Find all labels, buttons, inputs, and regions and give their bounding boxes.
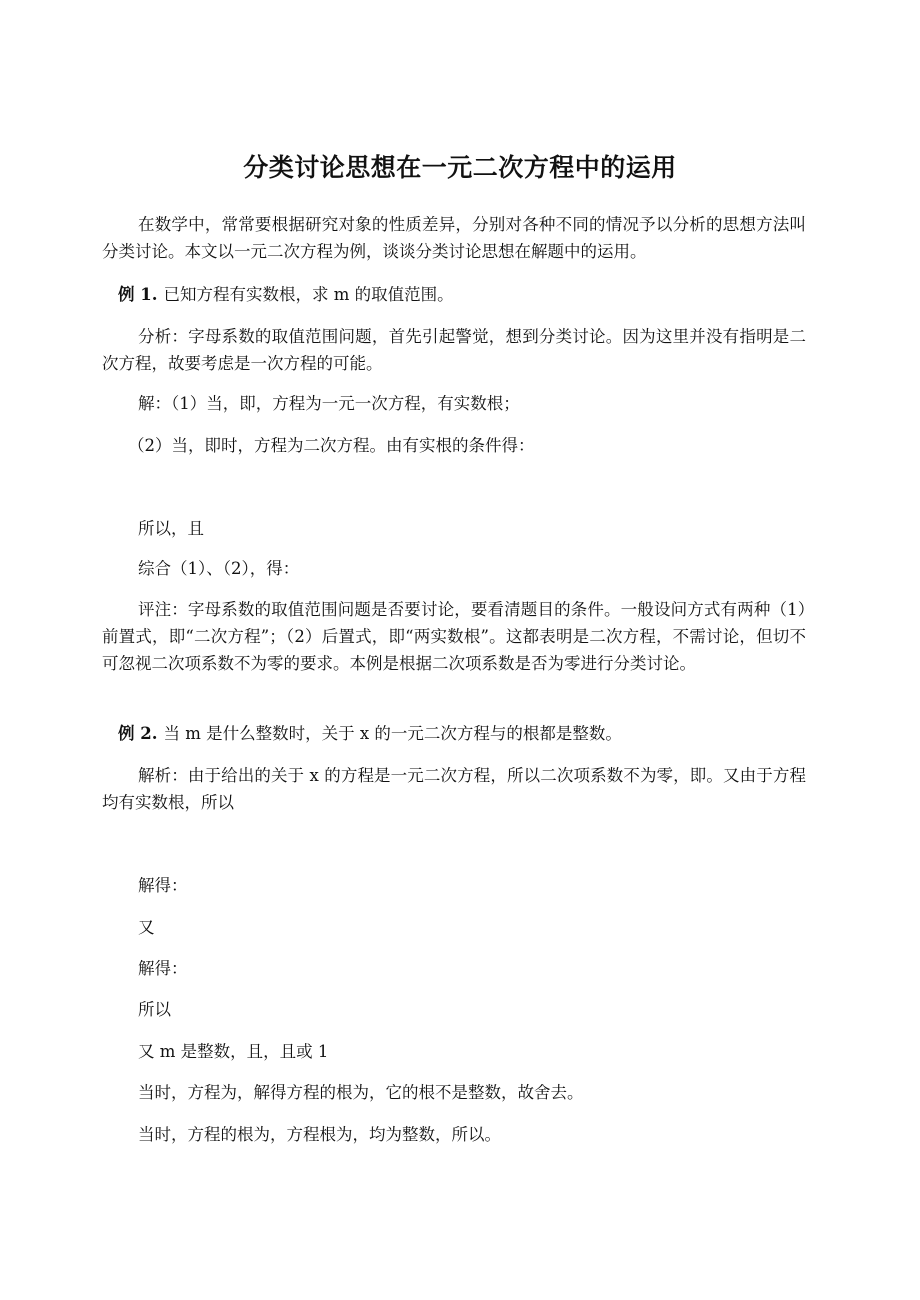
example-2-step-3: 解得：: [138, 959, 188, 978]
example-2-step-4: 所以: [138, 1000, 171, 1019]
example-1-result-2: 综合（1）、（2），得：: [138, 559, 300, 578]
intro-paragraph: 在数学中，常常要根据研究对象的性质差异，分别对各种不同的情况予以分析的思想方法叫分类讨论。本文以一元二次方程为例，谈谈分类讨论思想在解题中的运用。: [102, 215, 806, 261]
example-2-step-1: 解得：: [138, 876, 188, 895]
document-title: 分类讨论思想在一元二次方程中的运用: [243, 153, 677, 182]
example-1-solution-2: （2）当，即时，方程为二次方程。由有实根的条件得：: [128, 436, 535, 455]
example-2-step-2: 又: [138, 918, 155, 937]
example-1-analysis: 分析：字母系数的取值范围问题，首先引起警觉，想到分类讨论。因为这里并没有指明是二次方程，故要考虑是一次方程的可能。: [102, 327, 806, 373]
example-2-step-6: 当时，方程为，解得方程的根为，它的根不是整数，故舍去。: [138, 1083, 584, 1102]
example-2-step-7: 当时，方程的根为，方程根为，均为整数，所以。: [138, 1125, 501, 1144]
example-2-analysis: 解析：由于给出的关于 x 的方程是一元二次方程，所以二次项系数不为零，即。又由于方程均有实数根，所以: [102, 766, 806, 812]
example-2-text: 当 m 是什么整数时，关于 x 的一元二次方程与的根都是整数。: [163, 724, 622, 743]
example-2-heading: [118, 720, 622, 747]
example-1-heading: [118, 281, 454, 308]
example-1-solution-1: 解：（1）当，即，方程为一元一次方程，有实数根；: [138, 394, 520, 413]
example-1-label: 例 1.: [118, 285, 158, 304]
example-1-result-1: 所以，且: [138, 519, 204, 538]
example-2-label: 例 2.: [118, 724, 158, 743]
example-1-comment: 评注：字母系数的取值范围问题是否要讨论，要看清题目的条件。一般设问方式有两种（1）前置式，即“二次方程”；（2）后置式，即“两实数根”。这都表明是二次方程，不需讨论，但切不可忽视二次项系数不为零的要求。本例是根据二次项系数是否为零进行分类讨论。: [102, 600, 806, 673]
example-1-text: 已知方程有实数根，求 m 的取值范围。: [163, 285, 454, 304]
example-2-step-5: 又 m 是整数，且，且或 1: [138, 1042, 329, 1061]
